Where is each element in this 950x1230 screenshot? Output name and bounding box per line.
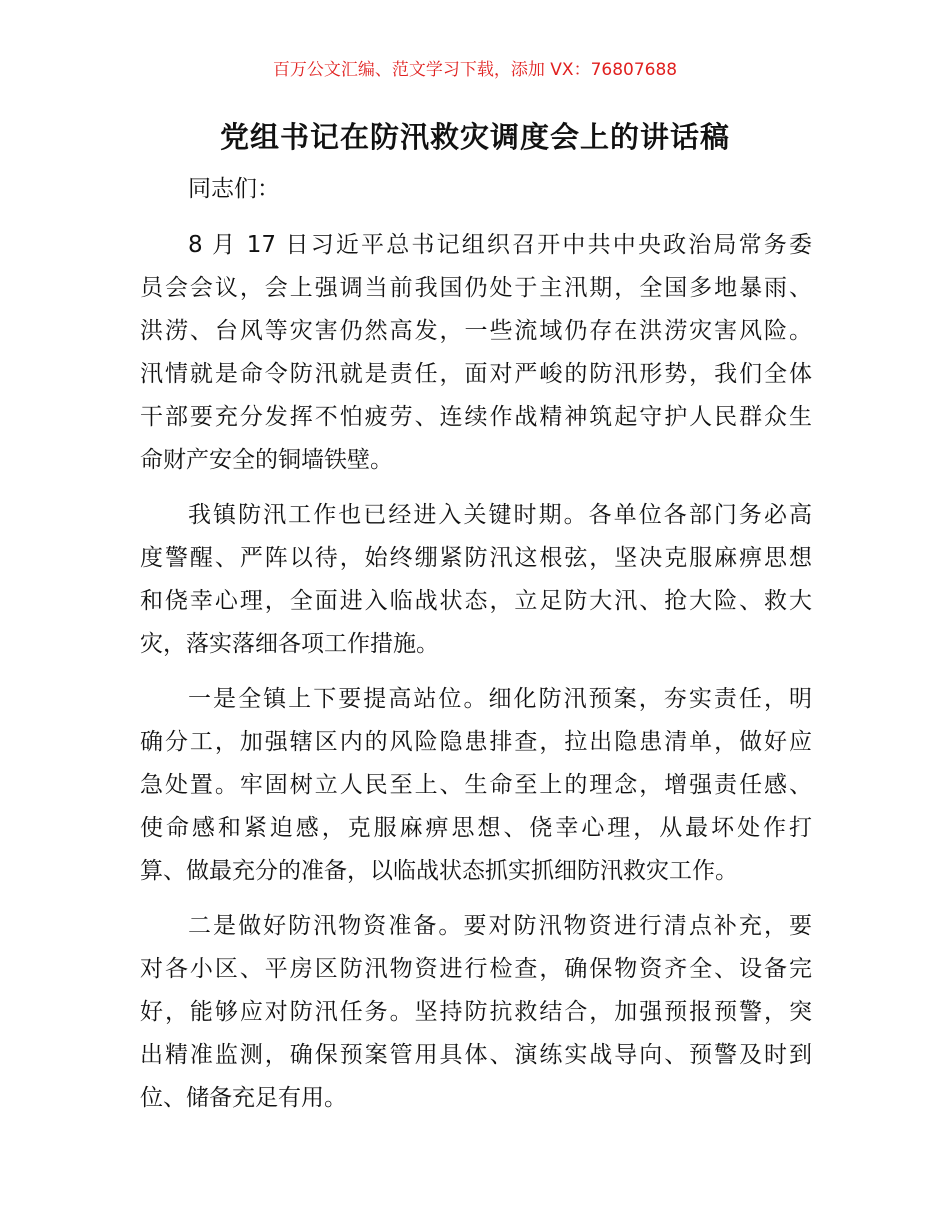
watermark-header: 百万公文汇编、范文学习下载，添加 VX：76807688	[272, 60, 678, 80]
paragraph-line: 一是全镇上下要提高站位。细化防汛预案，夯实责任，明	[188, 686, 812, 712]
paragraph-line: 对各小区、平房区防汛物资进行检查，确保物资齐全、设备完	[140, 956, 812, 982]
paragraph-line: 确分工，加强辖区内的风险隐患排查，拉出隐患清单，做好应	[140, 729, 812, 755]
paragraph	[140, 224, 812, 482]
document-body	[140, 224, 812, 1132]
paragraph	[140, 905, 812, 1120]
paragraph-line: 我镇防汛工作也已经进入关键时期。各单位各部门务必高	[188, 502, 812, 528]
paragraph-line: 员会会议，会上强调当前我国仍处于主汛期，全国多地暴雨、	[140, 275, 812, 301]
paragraph-line: 位、储备充足有用。	[140, 1085, 347, 1111]
paragraph-line: 使命感和紧迫感，克服麻痹思想、侥幸心理，从最坏处作打	[140, 815, 812, 841]
paragraph-line: 二是做好防汛物资准备。要对防汛物资进行清点补充，要	[188, 913, 812, 939]
paragraph-line: 洪涝、台风等灾害仍然高发，一些流域仍存在洪涝灾害风险。	[140, 318, 812, 344]
paragraph-line: 干部要充分发挥不怕疲劳、连续作战精神筑起守护人民群众生	[140, 404, 812, 430]
paragraph-line: 命财产安全的铜墙铁壁。	[140, 447, 393, 473]
paragraph	[140, 678, 812, 893]
paragraph-line: 汛情就是命令防汛就是责任，面对严峻的防汛形势，我们全体	[140, 361, 812, 387]
paragraph-line: 算、做最充分的准备，以临战状态抓实抓细防汛救灾工作。	[140, 858, 738, 884]
document-title: 党组书记在防汛救灾调度会上的讲话稿	[219, 120, 730, 154]
paragraph-line: 灾，落实落细各项工作措施。	[140, 631, 439, 657]
paragraph-line: 急处置。牢固树立人民至上、生命至上的理念，增强责任感、	[140, 772, 812, 798]
paragraph	[140, 494, 812, 666]
paragraph-line: 和侥幸心理，全面进入临战状态，立足防大汛、抢大险、救大	[140, 588, 812, 614]
paragraph-line: 8 月 17 日习近平总书记组织召开中共中央政治局常务委	[188, 232, 812, 258]
paragraph-line: 好，能够应对防汛任务。坚持防抗救结合，加强预报预警，突	[140, 999, 812, 1025]
paragraph-line: 度警醒、严阵以待，始终绷紧防汛这根弦，坚决克服麻痹思想	[140, 545, 812, 571]
paragraph-line: 出精准监测，确保预案管用具体、演练实战导向、预警及时到	[140, 1042, 812, 1068]
salutation: 同志们：	[188, 176, 280, 202]
